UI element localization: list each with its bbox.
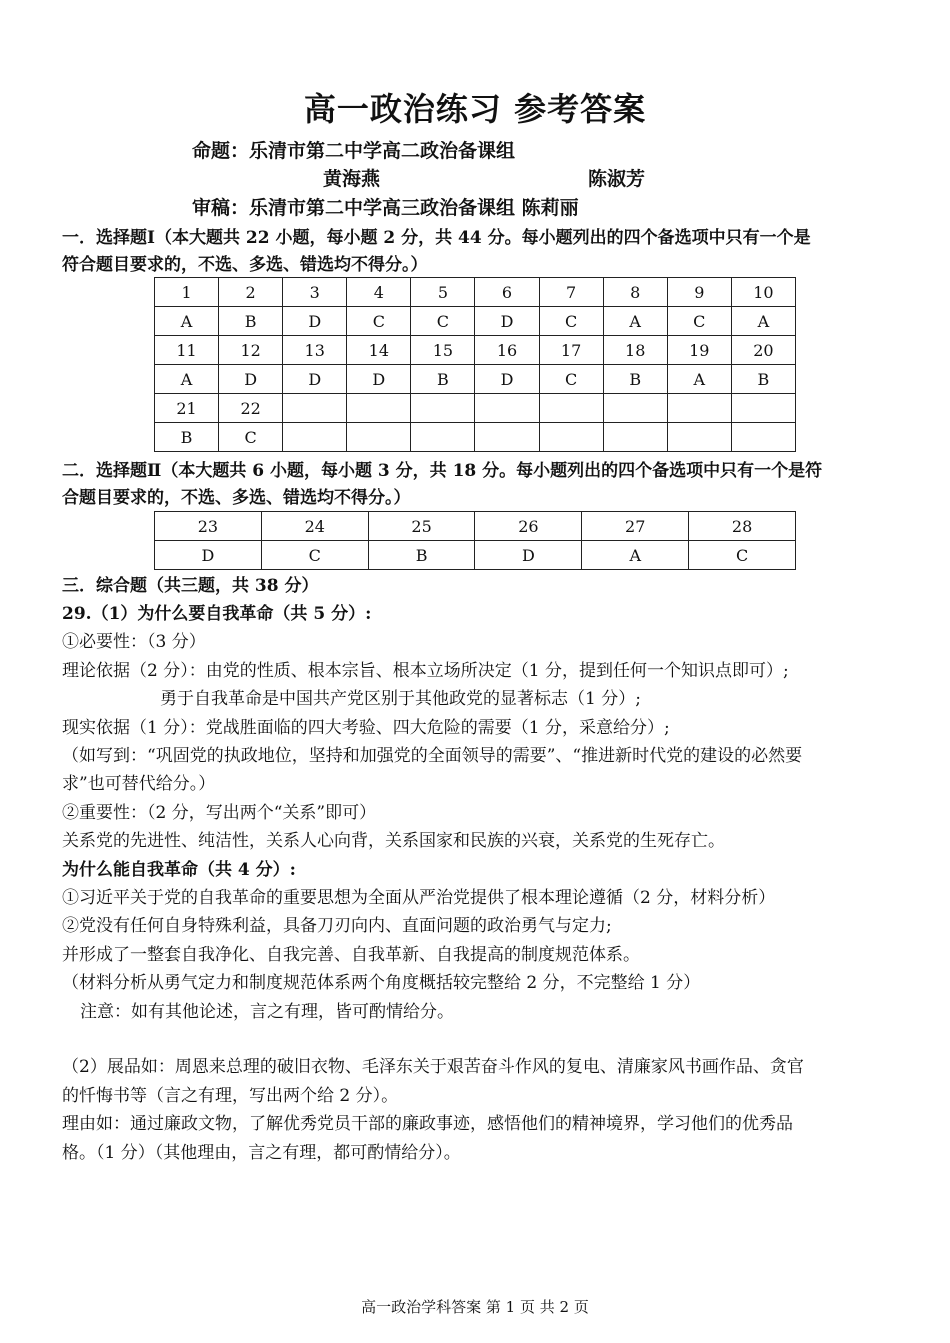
table-cell: A <box>155 307 219 336</box>
table-cell <box>731 394 795 423</box>
table-cell: D <box>475 365 539 394</box>
table-cell <box>731 423 795 452</box>
alt-answer-note: （如写到：“巩固党的执政地位，坚持和加强党的全面领导的需要”、“推进新时代党的建设的必然要 <box>62 746 803 766</box>
table-cell: 18 <box>603 336 667 365</box>
table-cell: C <box>539 365 603 394</box>
section2-heading-cont: 合题目要求的，不选、多选、错选均不得分。） <box>62 488 411 508</box>
table-cell: 20 <box>731 336 795 365</box>
table-cell: 13 <box>283 336 347 365</box>
table-cell: 2 <box>219 278 283 307</box>
part2-reason-cont: 格。（1 分）（其他理由，言之有理，都可酌情给分）。 <box>62 1143 461 1163</box>
table-cell: D <box>283 307 347 336</box>
table-cell: 24 <box>261 512 368 541</box>
table-cell: 3 <box>283 278 347 307</box>
table-cell: 6 <box>475 278 539 307</box>
table-cell: C <box>347 307 411 336</box>
page-title: 高一政治练习 参考答案 <box>303 90 647 128</box>
table-cell: 23 <box>155 512 262 541</box>
table-row <box>155 278 796 307</box>
table-cell <box>283 423 347 452</box>
table-cell: 26 <box>475 512 582 541</box>
table-row <box>155 394 796 423</box>
table-cell <box>411 423 475 452</box>
table-cell: D <box>347 365 411 394</box>
necessity-label: ①必要性：（3 分） <box>62 632 206 652</box>
table-cell: D <box>475 307 539 336</box>
table-cell: A <box>155 365 219 394</box>
importance-text: 关系党的先进性、纯洁性，关系人心向背，关系国家和民族的兴衰，关系党的生死存亡。 <box>62 831 725 851</box>
why-can-point-2-cont: 并形成了一整套自我净化、自我完善、自我革新、自我提高的制度规范体系。 <box>62 945 640 965</box>
part2-exhibits-cont: 的忏悔书等（言之有理，写出两个给 2 分）。 <box>62 1086 399 1106</box>
table-row <box>155 512 796 541</box>
table-cell: 27 <box>582 512 689 541</box>
table-cell: 22 <box>219 394 283 423</box>
table-cell <box>347 423 411 452</box>
table-cell <box>603 394 667 423</box>
author-name-2: 陈淑芳 <box>588 168 646 190</box>
table-cell: A <box>731 307 795 336</box>
answer-table-1 <box>154 277 796 452</box>
section3-heading: 三．综合题（共三题，共 38 分） <box>62 576 319 596</box>
table-cell: 11 <box>155 336 219 365</box>
table-cell: A <box>582 541 689 570</box>
table-cell: 7 <box>539 278 603 307</box>
table-cell: C <box>261 541 368 570</box>
table-cell <box>347 394 411 423</box>
table-cell <box>475 423 539 452</box>
table-cell <box>667 423 731 452</box>
table-cell: D <box>155 541 262 570</box>
table-cell: C <box>411 307 475 336</box>
why-can-title: 为什么能自我革命（共 4 分）: <box>62 860 296 880</box>
table-cell <box>411 394 475 423</box>
scoring-note: （材料分析从勇气定力和制度规范体系两个角度概括较完整给 2 分，不完整给 1 分） <box>62 973 701 993</box>
table-row <box>155 307 796 336</box>
table-cell: 12 <box>219 336 283 365</box>
table-cell: 5 <box>411 278 475 307</box>
table-cell <box>283 394 347 423</box>
table-row <box>155 365 796 394</box>
answer-table-2 <box>154 511 796 570</box>
table-cell: B <box>155 423 219 452</box>
section1-heading: 一．选择题Ⅰ（本大题共 22 小题，每小题 2 分，共 44 分。每小题列出的四个备选项中只有一个是 <box>62 228 811 248</box>
table-cell: B <box>603 365 667 394</box>
author-name-1: 黄海燕 <box>323 168 381 190</box>
table-cell: D <box>475 541 582 570</box>
table-cell: D <box>283 365 347 394</box>
importance-label: ②重要性：（2 分，写出两个“关系”即可） <box>62 803 377 823</box>
page-footer: 高一政治学科答案 第 1 页 共 2 页 <box>361 1298 589 1316</box>
section1-heading-cont: 符合题目要求的，不选、多选、错选均不得分。） <box>62 255 428 275</box>
table-cell: 16 <box>475 336 539 365</box>
table-cell: B <box>368 541 475 570</box>
table-cell: C <box>539 307 603 336</box>
theory-basis: 理论依据（2 分）：由党的性质、根本宗旨、根本立场所决定（1 分，提到任何一个知识点即可）; <box>62 661 789 681</box>
table-cell: D <box>219 365 283 394</box>
why-can-point-2: ②党没有任何自身特殊利益，具备刀刃向内、直面问题的政治勇气与定力; <box>62 916 612 936</box>
reviewer-line: 审稿：乐清市第二中学高三政治备课组 陈莉丽 <box>192 197 579 219</box>
table-cell <box>667 394 731 423</box>
table-cell: 1 <box>155 278 219 307</box>
table-cell: 25 <box>368 512 475 541</box>
table-cell: 9 <box>667 278 731 307</box>
table-cell <box>475 394 539 423</box>
table-cell: C <box>667 307 731 336</box>
table-row <box>155 423 796 452</box>
theory-basis-2: 勇于自我革命是中国共产党区别于其他政党的显著标志（1 分）; <box>160 689 641 709</box>
why-can-point-1: ①习近平关于党的自我革命的重要思想为全面从严治党提供了根本理论遵循（2 分，材料分析） <box>62 888 776 908</box>
table-cell <box>539 394 603 423</box>
table-cell: B <box>731 365 795 394</box>
table-cell: 19 <box>667 336 731 365</box>
table-cell: 15 <box>411 336 475 365</box>
table-cell <box>539 423 603 452</box>
table-cell: 17 <box>539 336 603 365</box>
table-cell: 28 <box>689 512 796 541</box>
table-cell: 14 <box>347 336 411 365</box>
section2-heading: 二．选择题Ⅱ（本大题共 6 小题，每小题 3 分，共 18 分。每小题列出的四个备选项中只有一个是符 <box>62 461 823 481</box>
author-line-1: 命题：乐清市第二中学高二政治备课组 <box>192 140 516 162</box>
table-row <box>155 336 796 365</box>
table-cell: B <box>411 365 475 394</box>
table-cell: 10 <box>731 278 795 307</box>
q29-part1-title: 29.（1）为什么要自我革命（共 5 分）: <box>62 604 372 624</box>
table-cell: C <box>219 423 283 452</box>
table-cell: A <box>603 307 667 336</box>
table-cell: 4 <box>347 278 411 307</box>
table-cell: 8 <box>603 278 667 307</box>
part2-exhibits: （2）展品如：周恩来总理的破旧衣物、毛泽东关于艰苦奋斗作风的复电、清廉家风书画作品、贪官 <box>62 1057 804 1077</box>
reality-basis: 现实依据（1 分）：党战胜面临的四大考验、四大危险的需要（1 分，采意给分）; <box>62 718 670 738</box>
general-note: 注意：如有其他论述，言之有理，皆可酌情给分。 <box>80 1002 454 1022</box>
table-cell: A <box>667 365 731 394</box>
alt-answer-note-cont: 求”也可替代给分。） <box>62 774 216 794</box>
part2-reason: 理由如：通过廉政文物，了解优秀党员干部的廉政事迹，感悟他们的精神境界，学习他们的优秀品 <box>62 1114 793 1134</box>
table-cell: 21 <box>155 394 219 423</box>
table-cell: C <box>689 541 796 570</box>
table-row <box>155 541 796 570</box>
table-cell <box>603 423 667 452</box>
table-cell: B <box>219 307 283 336</box>
